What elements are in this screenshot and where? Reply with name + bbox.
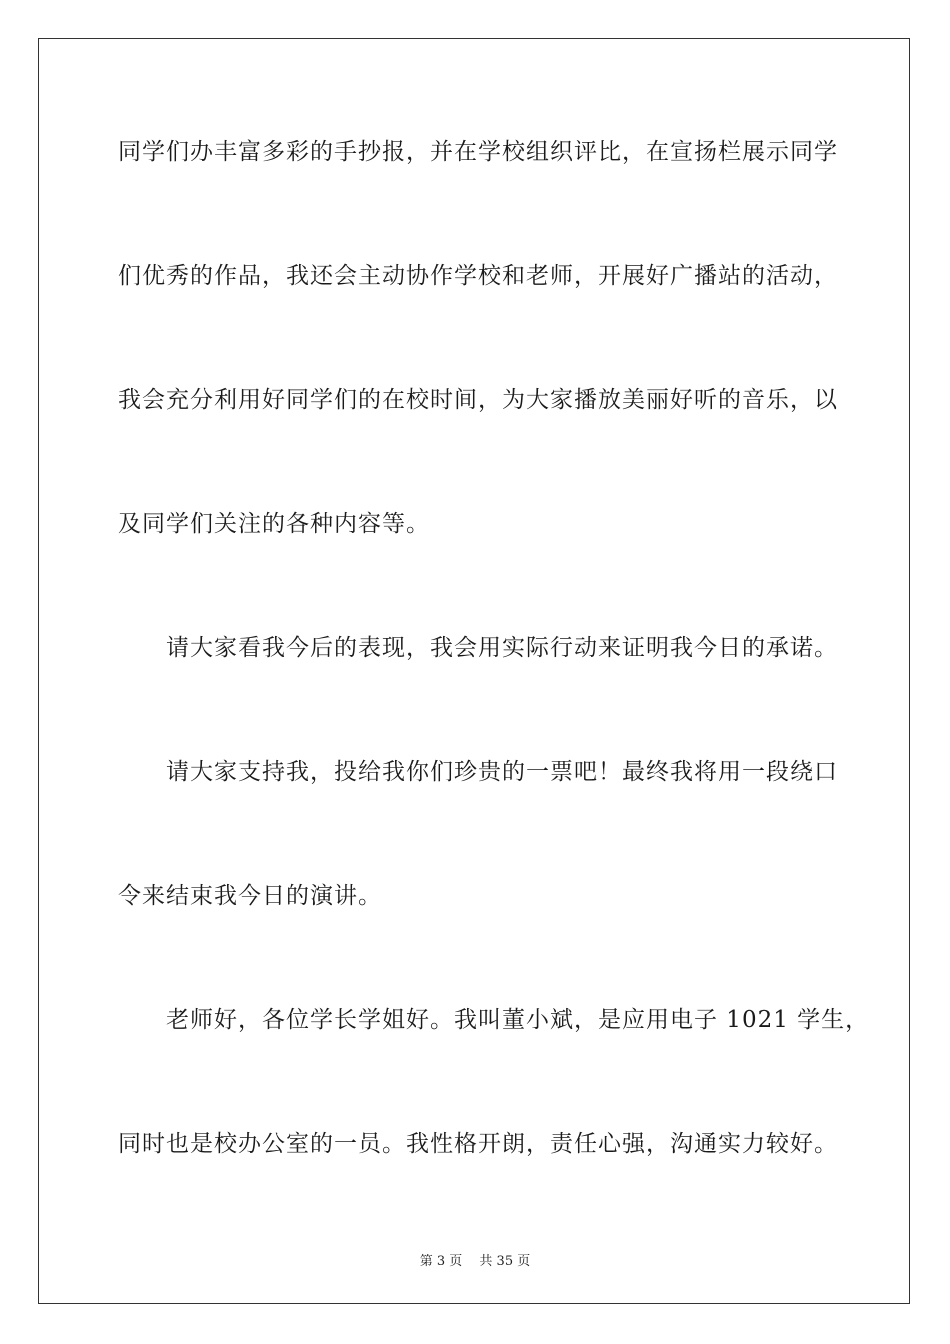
paragraph-line-2: 们优秀的作品，我还会主动协作学校和老师，开展好广播站的活动， <box>118 263 838 289</box>
paragraph-line-8: 老师好，各位学长学姐好。我叫董小斌，是应用电子 1021 学生， <box>118 1007 870 1033</box>
page-number-footer: 第 3 页 共 35 页 <box>419 1254 531 1269</box>
page-border <box>38 38 910 1304</box>
paragraph-line-1: 同学们办丰富多彩的手抄报，并在学校组织评比，在宣扬栏展示同学 <box>118 139 838 165</box>
paragraph-line-6: 请大家支持我，投给我你们珍贵的一票吧！最终我将用一段绕口 <box>118 759 838 785</box>
paragraph-line-3: 我会充分利用好同学们的在校时间，为大家播放美丽好听的音乐，以 <box>118 387 838 413</box>
paragraph-line-9: 同时也是校办公室的一员。我性格开朗，责任心强，沟通实力较好。 <box>118 1131 838 1157</box>
paragraph-line-5: 请大家看我今后的表现，我会用实际行动来证明我今日的承诺。 <box>118 635 838 661</box>
paragraph-line-7: 令来结束我今日的演讲。 <box>118 883 382 909</box>
paragraph-line-4: 及同学们关注的各种内容等。 <box>118 511 430 537</box>
